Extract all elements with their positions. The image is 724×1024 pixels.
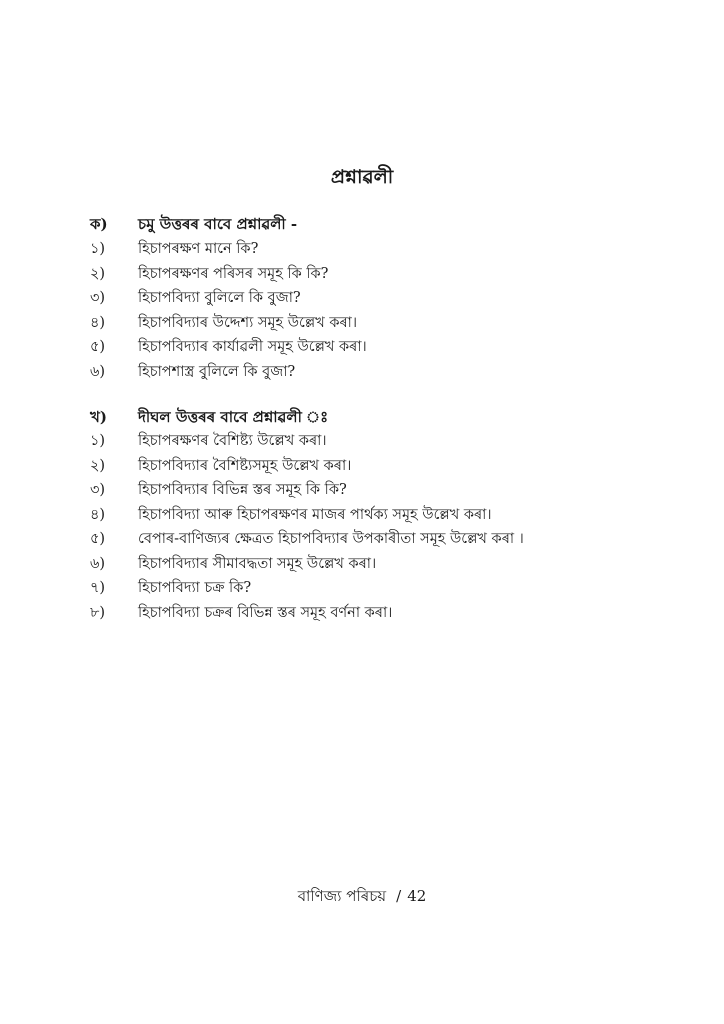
- question-item: [90, 336, 367, 361]
- question-text: হিচাপবিদ্যাৰ উদ্দেশ্য সমূহ উল্লেখ কৰা।: [138, 314, 358, 331]
- section-a-questions: [90, 238, 367, 385]
- question-text: হিচাপৰক্ষণ মানে কি?: [138, 241, 259, 258]
- question-text: হিচাপবিদ্যা আৰু হিচাপৰক্ষণৰ মাজৰ পাৰ্থক্য সমূহ উল্লেখ কৰা।: [138, 506, 492, 523]
- question-text: হিচাপবিদ্যা চক্ৰ কি?: [138, 580, 252, 597]
- question-number: ৪): [90, 506, 106, 523]
- question-item: [90, 361, 367, 386]
- question-number: ২): [90, 457, 106, 474]
- page-number: 42: [407, 887, 427, 905]
- question-item: [90, 455, 524, 480]
- question-text: হিচাপবিদ্যাৰ বৈশিষ্ট্যসমূহ উল্লেখ কৰা।: [138, 457, 352, 474]
- question-number: ৩): [90, 290, 106, 307]
- question-text: হিচাপবিদ্যা চক্ৰৰ বিভিন্ন স্তৰ সমূহ বৰ্ণনা কৰা।: [138, 604, 393, 621]
- section-a-heading: [90, 213, 297, 237]
- question-number: ১): [90, 433, 106, 450]
- question-item: [90, 263, 367, 288]
- question-item: [90, 287, 367, 312]
- question-item: [90, 504, 524, 529]
- question-number: ৮): [90, 604, 106, 621]
- page-footer: [0, 885, 724, 910]
- question-number: ৭): [90, 580, 106, 597]
- section-b-marker: খ): [90, 407, 107, 426]
- question-number: ৫): [90, 531, 106, 548]
- question-text: হিচাপবিদ্যাৰ সীমাবদ্ধতা সমূহ উল্লেখ কৰা।: [138, 555, 377, 572]
- section-b-title: দীঘল উত্তৰৰ বাবে প্ৰশ্নাৱলী ঃ: [138, 407, 329, 426]
- question-number: ৬): [90, 555, 106, 572]
- question-item: [90, 430, 524, 455]
- question-text: হিচাপৰক্ষণৰ বৈশিষ্ট্য উল্লেখ কৰা।: [138, 433, 327, 450]
- question-text: হিচাপৰক্ষণৰ পৰিসৰ সমূহ কি কি?: [138, 265, 329, 282]
- question-item: [90, 479, 524, 504]
- question-text: বেপাৰ-বাণিজ্যৰ ক্ষেত্ৰত হিচাপবিদ্যাৰ উপকাৰীতা সমূহ উল্লেখ কৰা ।: [138, 531, 524, 548]
- question-item: [90, 602, 524, 627]
- section-a-title: চমু উত্তৰৰ বাবে প্ৰশ্নাৱলী -: [138, 214, 298, 233]
- question-number: ৩): [90, 482, 106, 499]
- question-number: ২): [90, 265, 106, 282]
- question-number: ৪): [90, 314, 106, 331]
- question-text: হিচাপবিদ্যাৰ কাৰ্যাৱলী সমূহ উল্লেখ কৰা।: [138, 339, 367, 356]
- footer-separator: /: [396, 887, 402, 905]
- question-item: [90, 312, 367, 337]
- section-b-heading: [90, 406, 328, 430]
- question-text: হিচাপশাস্ত্ৰ বুলিলে কি বুজা?: [138, 363, 296, 380]
- page-title: প্ৰশ্নাৱলী: [330, 166, 394, 188]
- question-item: [90, 528, 524, 553]
- question-item: [90, 238, 367, 263]
- section-a-marker: ক): [90, 214, 108, 233]
- question-number: ৬): [90, 363, 106, 380]
- question-item: [90, 553, 524, 578]
- question-number: ৫): [90, 339, 106, 356]
- question-number: ১): [90, 241, 106, 258]
- question-text: হিচাপবিদ্যা বুলিলে কি বুজা?: [138, 290, 301, 307]
- footer-book-title: বাণিজ্য পৰিচয়: [297, 887, 387, 905]
- question-text: হিচাপবিদ্যাৰ বিভিন্ন স্তৰ সমূহ কি কি?: [138, 482, 347, 499]
- section-b-questions: [90, 430, 524, 626]
- question-item: [90, 577, 524, 602]
